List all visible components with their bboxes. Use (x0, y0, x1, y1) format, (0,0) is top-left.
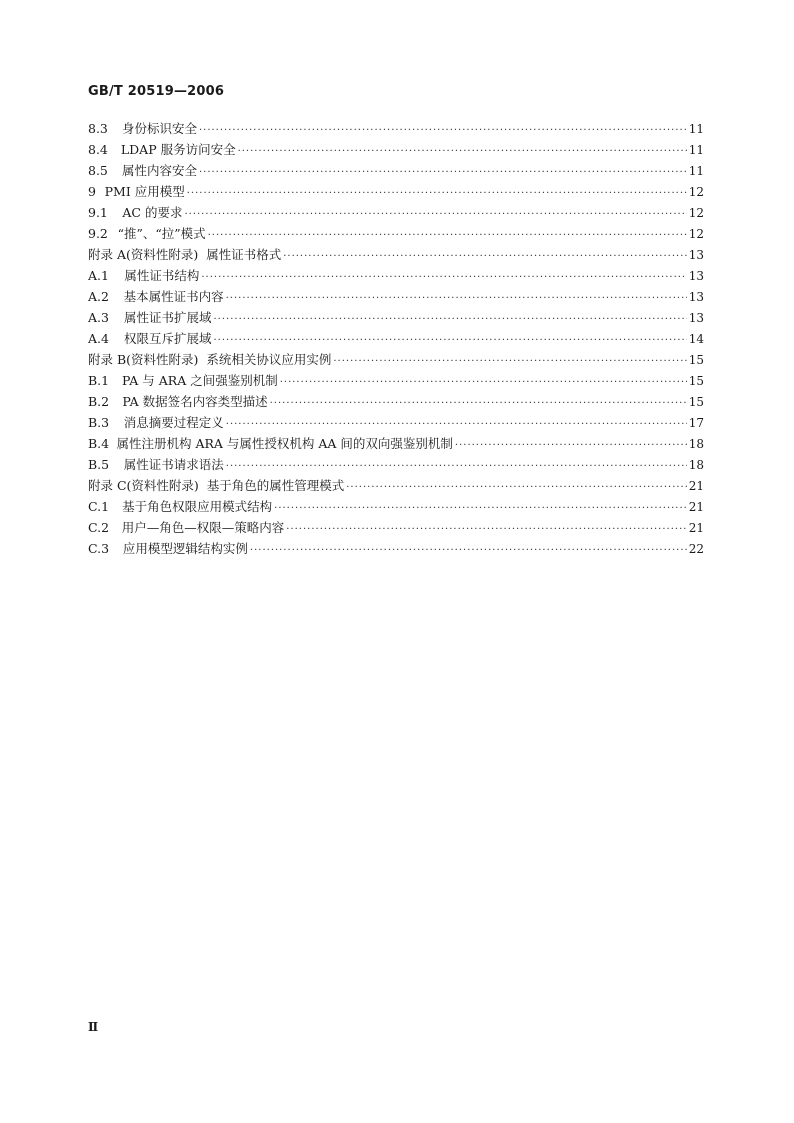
table-of-contents (88, 118, 704, 559)
toc-leader-dots (208, 225, 687, 246)
toc-entry-title: PA 数据签名内容类型描述 (122, 394, 268, 409)
toc-leader-dots (226, 414, 687, 435)
toc-entry-page: 15 (688, 374, 704, 388)
toc-leader-dots (226, 288, 687, 309)
toc-entry-page: 14 (688, 332, 704, 346)
toc-entry-title: 身份标识安全 (121, 121, 197, 136)
toc-entry[interactable] (88, 370, 704, 391)
toc-entry-title: 属性注册机构 ARA 与属性授权机构 AA 间的双向强鉴别机制 (116, 436, 453, 451)
toc-leader-dots (280, 372, 687, 393)
toc-entry-number: 8.4 (88, 142, 108, 157)
toc-entry-number: 9.2 (88, 226, 108, 241)
toc-entry[interactable] (88, 517, 704, 538)
toc-entry-number: C.1 (88, 499, 110, 514)
toc-entry-title: (资料性附录) 属性证书格式 (126, 247, 282, 262)
toc-entry-number: 9 (88, 184, 96, 199)
toc-entry-number: 8.5 (88, 163, 108, 178)
toc-entry-number: B.4 (88, 436, 110, 451)
toc-leader-dots (187, 183, 687, 204)
toc-entry-number: A.3 (88, 310, 109, 325)
toc-entry-number: A.4 (88, 331, 109, 346)
toc-entry[interactable] (88, 244, 704, 265)
toc-entry-page: 13 (688, 311, 704, 325)
toc-entry-page: 17 (688, 416, 704, 430)
toc-leader-dots (184, 204, 686, 225)
toc-entry-number: B.3 (88, 415, 110, 430)
toc-entry-title: PA 与 ARA 之间强鉴别机制 (122, 373, 278, 388)
toc-entry-title: 用户—角色—权限—策略内容 (121, 520, 285, 535)
toc-entry-number: 附录 C (88, 478, 127, 493)
toc-entry[interactable] (88, 307, 704, 328)
toc-entry-page: 12 (688, 206, 704, 220)
toc-entry[interactable] (88, 475, 704, 496)
toc-entry-title: 权限互斥扩展域 (123, 331, 212, 346)
toc-entry[interactable] (88, 223, 704, 244)
toc-entry-number: 8.3 (88, 121, 108, 136)
toc-entry[interactable] (88, 286, 704, 307)
toc-entry[interactable] (88, 181, 704, 202)
toc-entry[interactable] (88, 412, 704, 433)
page-number-footer: Ⅱ (88, 1020, 99, 1034)
toc-entry-number: B.5 (88, 457, 110, 472)
toc-entry-title: (资料性附录) 系统相关协议应用实例 (126, 352, 332, 367)
toc-entry-page: 12 (688, 227, 704, 241)
toc-entry[interactable] (88, 118, 704, 139)
toc-entry[interactable] (88, 349, 704, 370)
toc-entry-number: C.3 (88, 541, 110, 556)
toc-entry-number: B.1 (88, 373, 110, 388)
toc-entry-title: LDAP 服务访问安全 (120, 142, 236, 157)
toc-entry-title: AC 的要求 (122, 205, 183, 220)
toc-entry-page: 15 (688, 353, 704, 367)
toc-entry-page: 11 (688, 143, 704, 157)
toc-entry-page: 21 (688, 521, 704, 535)
toc-entry-number: 附录 B (88, 352, 127, 367)
toc-entry-page: 13 (688, 290, 704, 304)
toc-entry-title: 属性证书请求语法 (123, 457, 224, 472)
toc-leader-dots (199, 162, 687, 183)
toc-entry-page: 13 (688, 248, 704, 262)
toc-entry-title: “推”、“拉”模式 (117, 226, 206, 241)
toc-entry-number: 附录 A (88, 247, 127, 262)
toc-entry-page: 15 (688, 395, 704, 409)
toc-entry[interactable] (88, 433, 704, 454)
toc-leader-dots (201, 267, 686, 288)
toc-leader-dots (455, 435, 687, 456)
toc-entry-page: 11 (688, 164, 704, 178)
toc-entry-page: 21 (688, 479, 704, 493)
toc-leader-dots (214, 309, 687, 330)
toc-entry-title: 消息摘要过程定义 (123, 415, 224, 430)
toc-leader-dots (283, 246, 687, 267)
toc-leader-dots (238, 141, 687, 162)
toc-entry-number: 9.1 (88, 205, 108, 220)
toc-entry[interactable] (88, 202, 704, 223)
toc-entry[interactable] (88, 160, 704, 181)
toc-leader-dots (286, 519, 686, 540)
toc-entry[interactable] (88, 496, 704, 517)
standard-code-header: GB/T 20519—2006 (88, 84, 225, 99)
toc-entry-number: B.2 (88, 394, 110, 409)
toc-entry[interactable] (88, 139, 704, 160)
toc-entry-title: 基本属性证书内容 (123, 289, 224, 304)
toc-entry-page: 12 (688, 185, 704, 199)
toc-entry-number: A.1 (88, 268, 109, 283)
toc-entry-title: PMI 应用模型 (104, 184, 185, 199)
toc-leader-dots (199, 120, 687, 141)
toc-entry-title: 属性证书扩展域 (123, 310, 212, 325)
toc-entry[interactable] (88, 391, 704, 412)
toc-leader-dots (333, 351, 686, 372)
toc-entry-page: 13 (688, 269, 704, 283)
toc-entry[interactable] (88, 328, 704, 349)
toc-entry-title: (资料性附录) 基于角色的属性管理模式 (126, 478, 345, 493)
toc-entry-number: A.2 (88, 289, 109, 304)
toc-entry-page: 11 (688, 122, 704, 136)
toc-leader-dots (346, 477, 686, 498)
toc-entry-page: 18 (688, 458, 704, 472)
toc-entry-title: 基于角色权限应用模式结构 (122, 499, 273, 514)
toc-entry-title: 属性内容安全 (121, 163, 197, 178)
toc-entry-title: 属性证书结构 (124, 268, 200, 283)
toc-leader-dots (226, 456, 687, 477)
toc-entry-number: C.2 (88, 520, 110, 535)
toc-entry-page: 21 (688, 500, 704, 514)
toc-leader-dots (214, 330, 687, 351)
toc-entry-page: 22 (688, 542, 704, 556)
toc-leader-dots (274, 498, 687, 519)
toc-entry[interactable] (88, 538, 704, 559)
toc-leader-dots (250, 540, 687, 561)
toc-entry[interactable] (88, 265, 704, 286)
toc-entry-page: 18 (688, 437, 704, 451)
toc-entry[interactable] (88, 454, 704, 475)
toc-entry-title: 应用模型逻辑结构实例 (122, 541, 248, 556)
toc-leader-dots (270, 393, 687, 414)
